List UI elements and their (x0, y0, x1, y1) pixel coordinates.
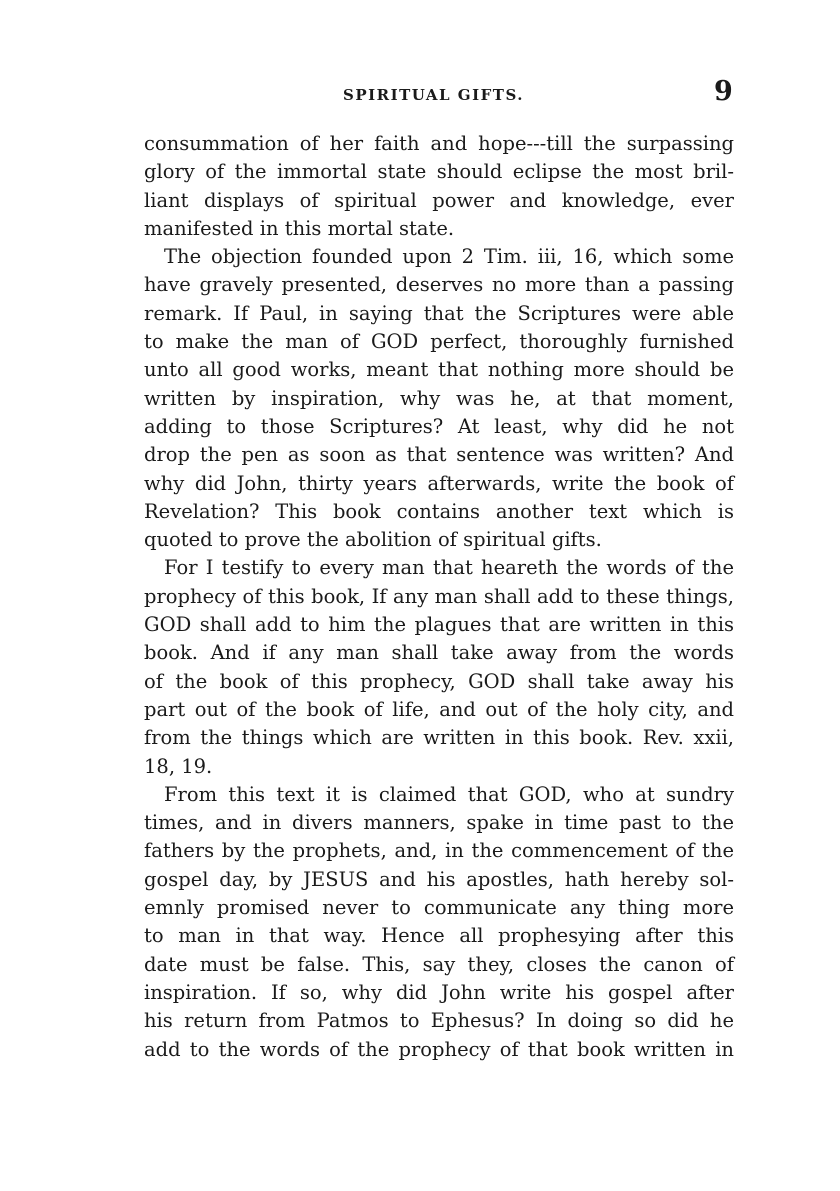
text-line: fathers by the prophets, and, in the commencement of the (144, 839, 734, 863)
text-line: gospel day, by JESUS and his apostles, hath hereby sol- (144, 867, 734, 891)
text-line: For I testify to every man that heareth the words of the (164, 556, 734, 580)
running-head (0, 76, 840, 112)
text-line: manifested in this mortal state. (144, 216, 455, 240)
text-line: inspiration. If so, why did John write his gospel after (144, 980, 734, 1004)
text-line: Revelation? This book contains another text which is (144, 499, 734, 523)
body-text (144, 130, 734, 1064)
page-number: 9 (714, 76, 733, 107)
text-line: his return from Patmos to Ephesus? In doing so did he (144, 1009, 734, 1033)
text-line: liant displays of spiritual power and knowledge, ever (144, 188, 734, 212)
text-line: from the things which are written in this book. Rev. xxii, (144, 726, 734, 750)
text-line: of the book of this prophecy, GOD shall take away his (144, 669, 734, 693)
text-line: glory of the immortal state should eclipse the most bril- (144, 160, 734, 184)
text-line: From this text it is claimed that GOD, who at sundry (164, 782, 734, 806)
text-line: why did John, thirty years afterwards, write the book of (144, 471, 734, 495)
text-line: to man in that way. Hence all prophesying after this (144, 924, 734, 948)
text-line: add to the words of the prophecy of that book written in (144, 1037, 734, 1061)
text-line: times, and in divers manners, spake in time past to the (144, 811, 734, 835)
text-line: part out of the book of life, and out of the holy city, and (144, 697, 734, 721)
text-line: 18, 19. (144, 754, 213, 778)
text-line: adding to those Scriptures? At least, why did he not (144, 414, 734, 438)
text-line: The objection founded upon 2 Tim. iii, 16, which some (164, 245, 734, 269)
text-line: prophecy of this book, If any man shall add to these things, (144, 584, 734, 608)
text-line: to make the man of GOD perfect, thoroughly furnished (144, 330, 734, 354)
text-line: date must be false. This, say they, closes the canon of (144, 952, 734, 976)
text-line: consummation of her faith and hope---till the surpassing (144, 132, 734, 155)
text-line: remark. If Paul, in saying that the Scriptures were able (144, 301, 734, 325)
text-line: quoted to prove the abolition of spiritual gifts. (144, 528, 602, 552)
text-line: book. And if any man shall take away from the words (144, 641, 734, 665)
running-title: SPIRITUAL GIFTS. (343, 86, 524, 104)
text-line: emnly promised never to communicate any thing more (144, 896, 734, 920)
text-line: drop the pen as soon as that sentence was written? And (144, 443, 734, 467)
text-line: have gravely presented, deserves no more than a passing (144, 273, 734, 297)
text-line: written by inspiration, why was he, at that moment, (144, 386, 734, 410)
text-line: GOD shall add to him the plagues that are written in this (144, 613, 734, 637)
text-line: unto all good works, meant that nothing more should be (144, 358, 734, 382)
